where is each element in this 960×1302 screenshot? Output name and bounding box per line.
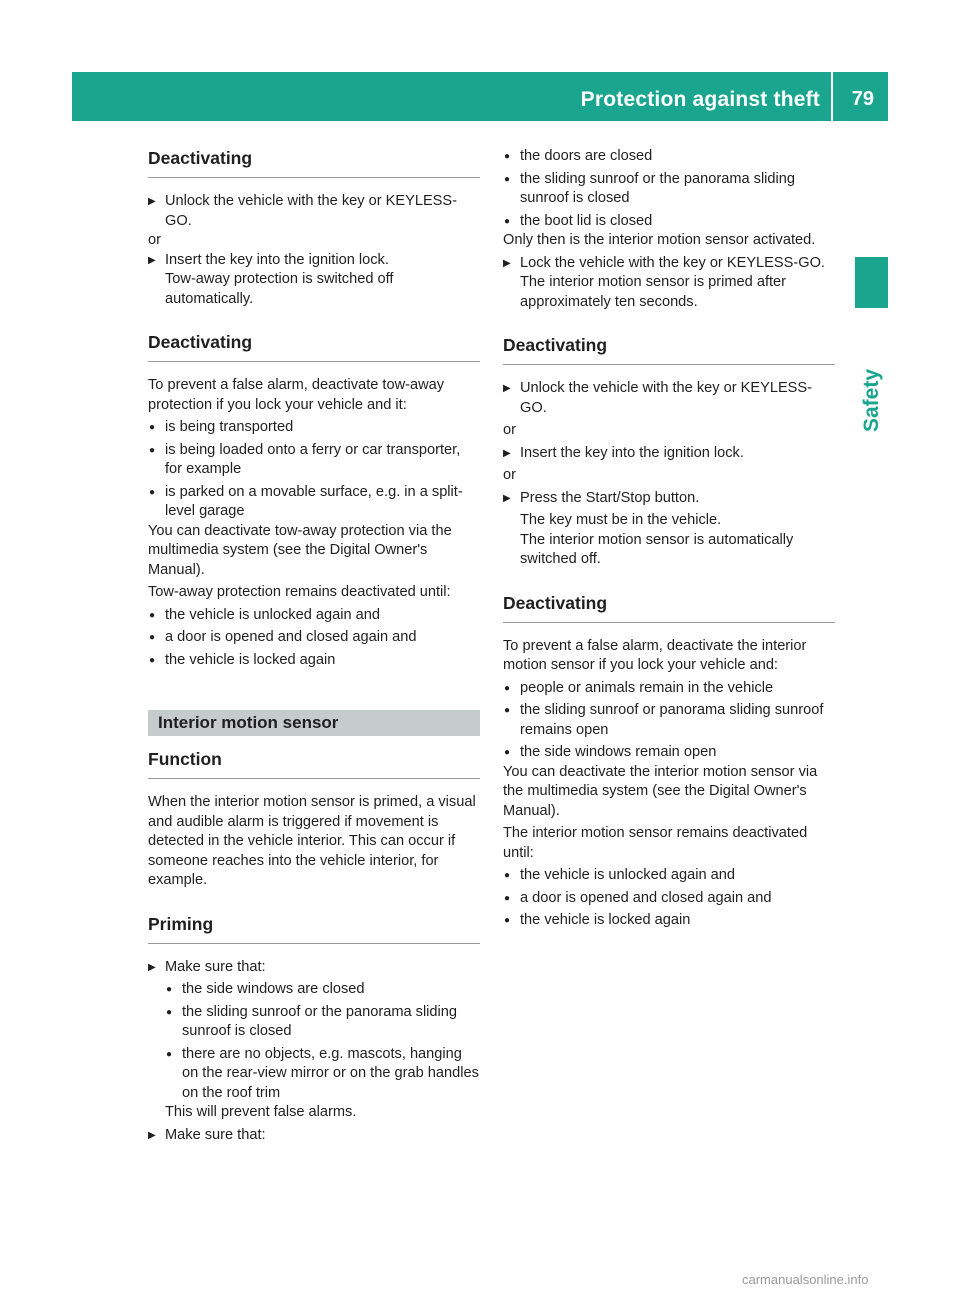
step-result: This will prevent false alarms. xyxy=(165,1104,357,1120)
instruction-step: ▶ Unlock the vehicle with the key or KEYLESS-GO. xyxy=(148,192,480,231)
step-result: Tow-away protection is switched off automatically. xyxy=(165,271,394,307)
or-text: or xyxy=(148,232,161,248)
paragraph: To prevent a false alarm, deactivate the interior motion sensor if you lock your vehicle and: xyxy=(503,637,807,673)
step-result: The interior motion sensor is primed after approximately ten seconds. xyxy=(520,274,787,310)
section-banner: Interior motion sensor xyxy=(148,710,480,736)
section-heading: Deactivating xyxy=(148,331,480,362)
chapter-title: Protection against theft xyxy=(580,88,820,111)
instruction-step: ▶ Insert the key into the ignition lock. xyxy=(503,444,835,464)
paragraph: Tow-away protection remains deactivated until: xyxy=(148,584,451,600)
or-text: or xyxy=(503,467,516,483)
section-heading: Deactivating xyxy=(503,592,835,623)
list-item: ● is parked on a movable surface, e.g. in a split-level garage xyxy=(148,483,480,522)
instruction-step: ▶ Press the Start/Stop button. xyxy=(503,489,835,509)
list-item: ● a door is opened and closed again and xyxy=(503,889,835,909)
list-item: ● the vehicle is unlocked again and xyxy=(148,606,480,626)
right-column xyxy=(503,147,835,931)
watermark-credit: carmanualsonline.info xyxy=(742,1272,869,1287)
list-item: ● the doors are closed xyxy=(503,147,835,167)
or-text: or xyxy=(503,422,516,438)
header-divider xyxy=(831,72,833,121)
list-item: ● the vehicle is locked again xyxy=(503,911,835,931)
paragraph: Only then is the interior motion sensor activated. xyxy=(503,232,816,248)
page-number: 79 xyxy=(851,88,874,110)
list-item: ● the sliding sunroof or the panorama sliding sunroof is closed xyxy=(165,1003,480,1042)
list-item: ● the boot lid is closed xyxy=(503,212,835,232)
list-item: ● the side windows remain open xyxy=(503,743,835,763)
step-result: The key must be in the vehicle. xyxy=(520,512,722,528)
list-item: ● the side windows are closed xyxy=(165,980,480,1000)
section-label: Safety xyxy=(860,368,883,432)
header-bar xyxy=(72,72,888,121)
section-heading: Priming xyxy=(148,913,480,944)
list-item: ● the vehicle is unlocked again and xyxy=(503,866,835,886)
instruction-step: ▶ Make sure that: xyxy=(148,958,480,978)
section-heading: Deactivating xyxy=(503,334,835,365)
instruction-step: ▶ Lock the vehicle with the key or KEYLESS-GO. xyxy=(503,254,835,274)
list-item: ● is being transported xyxy=(148,418,480,438)
list-item: ● the sliding sunroof or panorama sliding sunroof remains open xyxy=(503,701,835,740)
list-item: ● there are no objects, e.g. mascots, hanging on the rear-view mirror or on the grab handles on the roof trim xyxy=(165,1045,480,1104)
list-item: ● the vehicle is locked again xyxy=(148,651,480,671)
paragraph: You can deactivate tow-away protection via the multimedia system (see the Digital Owner's Manual). xyxy=(148,522,452,578)
list-item: ● a door is opened and closed again and xyxy=(148,628,480,648)
step-result: The interior motion sensor is automatically switched off. xyxy=(520,531,794,567)
paragraph: When the interior motion sensor is primed, a visual and audible alarm is triggered if movement is detected in the vehicle interior. This can occur if someone reaches into the vehicle interior, for example. xyxy=(148,794,476,888)
list-item: ● is being loaded onto a ferry or car transporter, for example xyxy=(148,441,480,480)
section-heading: Function xyxy=(148,748,480,779)
left-column xyxy=(148,147,480,1145)
instruction-step: ▶ Make sure that: xyxy=(148,1126,480,1146)
paragraph: To prevent a false alarm, deactivate tow-away protection if you lock your vehicle and it: xyxy=(148,377,445,413)
list-item: ● the sliding sunroof or the panorama sliding sunroof is closed xyxy=(503,170,835,209)
sub-list xyxy=(148,980,480,1103)
section-tab xyxy=(855,257,888,308)
section-heading: Deactivating xyxy=(148,147,480,178)
list-item: ● people or animals remain in the vehicle xyxy=(503,679,835,699)
instruction-step: ▶ Insert the key into the ignition lock. xyxy=(148,251,480,271)
instruction-step: ▶ Unlock the vehicle with the key or KEYLESS-GO. xyxy=(503,379,835,418)
paragraph: The interior motion sensor remains deactivated until: xyxy=(503,825,808,861)
paragraph: You can deactivate the interior motion sensor via the multimedia system (see the Digital Owner's Manual). xyxy=(503,763,818,819)
